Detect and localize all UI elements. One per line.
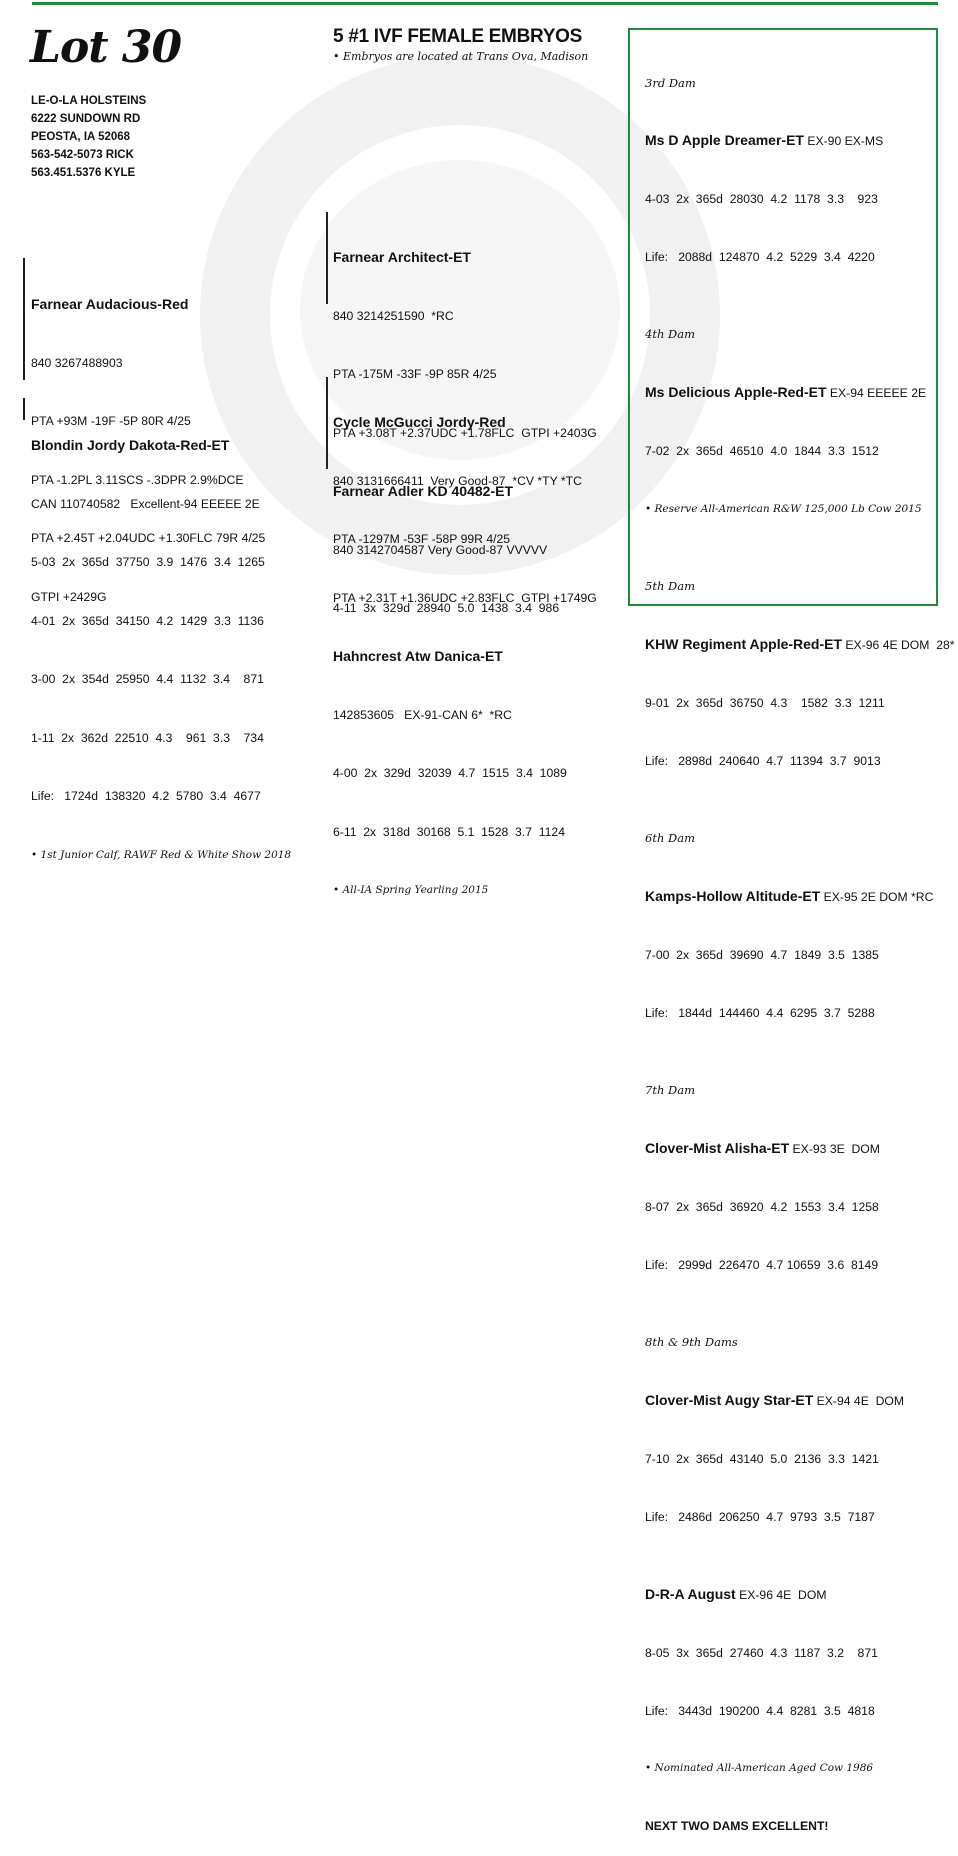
- record-line: 4-03 2x 365d 28030 4.2 1178 3.3 923: [645, 192, 878, 207]
- maternal-granddam-line: 4-00 2x 329d 32039 4.7 1515 3.4 1089: [333, 766, 567, 780]
- consignor-line: 563.451.5376 KYLE: [31, 167, 136, 179]
- ancestor-name: Ms D Apple Dreamer-ET: [645, 132, 804, 149]
- granddam-name: Farnear Adler KD 40482-ET: [333, 483, 513, 499]
- ancestor-classification: EX-95 2E DOM *RC: [820, 890, 934, 905]
- ancestor-name: Kamps-Hollow Altitude-ET: [645, 888, 821, 905]
- consignor-line: 563-542-5073 RICK: [31, 149, 134, 161]
- sire-line: PTA +2.45T +2.04UDC +1.30FLC 79R 4/25: [31, 531, 266, 545]
- grandsire-line: PTA +3.08T +2.37UDC +1.78FLC GTPI +2403G: [333, 425, 597, 440]
- granddam-line: 840 3142704587 Very Good-87 VVVVV: [333, 542, 548, 557]
- sire-line: GTPI +2429G: [31, 589, 107, 604]
- consignor-line: PEOSTA, IA 52068: [31, 131, 131, 143]
- grandsire-line: PTA -175M -33F -9P 85R 4/25: [333, 367, 497, 381]
- top-green-rule: [32, 2, 938, 5]
- record-line: Life: 2898d 240640 4.7 11394 3.7 9013: [645, 753, 881, 768]
- ancestor-classification: EX-94 4E DOM: [813, 1393, 905, 1408]
- record-line: Life: 2486d 206250 4.7 9793 3.5 7187: [645, 1509, 875, 1524]
- record-line: 8-07 2x 365d 36920 4.2 1553 3.4 1258: [645, 1199, 879, 1214]
- lot-heading: 5 #1 IVF FEMALE EMBRYOS: [333, 26, 582, 47]
- consignor-address: [31, 92, 146, 182]
- grandsire-line: 840 3214251590 *RC: [333, 308, 454, 323]
- maternal-grandsire-name: Cycle McGucci Jordy-Red: [333, 414, 506, 430]
- dam-block: [31, 397, 291, 885]
- dam-sire-block: [333, 374, 597, 920]
- record-line: Life: 3443d 190200 4.4 8281 3.5 4818: [645, 1703, 875, 1718]
- record-line: 8-05 3x 365d 27460 4.3 1187 3.2 871: [645, 1645, 878, 1660]
- consignor-line: 6222 SUNDOWN RD: [31, 113, 141, 125]
- record-line: 7-00 2x 365d 39690 4.7 1849 3.5 1385: [645, 947, 879, 962]
- dam-line: 4-01 2x 365d 34150 4.2 1429 3.3 1136: [31, 613, 264, 628]
- record-line: Life: 2999d 226470 4.7 10659 3.6 8149: [645, 1257, 879, 1272]
- consignor-line: LE-O-LA HOLSTEINS: [31, 95, 147, 107]
- ancestor-name: Clover-Mist Augy Star-ET: [645, 1391, 814, 1408]
- ancestor-classification: EX-94 EEEEE 2E: [826, 386, 927, 401]
- maternal-grandsire-line: PTA +2.31T +1.36UDC +2.83FLC GTPI +1749G: [333, 590, 597, 605]
- maternal-grandsire-line: PTA -1297M -53F -58P 99R 4/25: [333, 532, 511, 546]
- generation-label: 5th Dam: [645, 579, 695, 594]
- ancestor-name: D-R-A August: [645, 1585, 736, 1602]
- ancestor-classification: EX-93 3E DOM: [789, 1141, 880, 1156]
- dam-line: 1-11 2x 362d 22510 4.3 961 3.3 734: [31, 730, 264, 745]
- pedigree-bracket: [23, 258, 25, 380]
- ancestor-note: • Reserve All-American R&W 125,000 Lb Cow 2015: [645, 503, 922, 516]
- ancestor-classification: EX-96 4E DOM: [735, 1587, 827, 1602]
- sire-line: 840 3267488903: [31, 355, 123, 370]
- record-line: 7-10 2x 365d 43140 5.0 2136 3.3 1421: [645, 1451, 879, 1466]
- dam-award-note: • 1st Junior Calf, RAWF Red & White Show 2018: [31, 848, 292, 861]
- granddam-line: 4-11 3x 329d 28940 5.0 1438 3.4 986: [333, 601, 560, 615]
- maternal-granddam-name: Hahncrest Atw Danica-ET: [333, 648, 503, 664]
- generation-label: 7th Dam: [645, 1083, 695, 1098]
- record-line: Life: 1844d 144460 4.4 6295 3.7 5288: [645, 1005, 875, 1020]
- dam-line: CAN 110740582 Excellent-94 EEEEE 2E: [31, 496, 260, 511]
- pedigree-bracket: [23, 398, 25, 420]
- dam-line: 3-00 2x 354d 25950 4.4 1132 3.4 871: [31, 672, 264, 686]
- generation-label: 6th Dam: [645, 831, 695, 846]
- maternal-granddam-note: • All-IA Spring Yearling 2015: [333, 884, 489, 896]
- generation-label: 3rd Dam: [645, 75, 696, 90]
- lot-number: Lot 30: [30, 22, 182, 73]
- dam-name: Blondin Jordy Dakota-Red-ET: [31, 437, 230, 453]
- ancestor-classification: EX-96 4E DOM 28*: [842, 638, 955, 653]
- record-line: 7-02 2x 365d 46510 4.0 1844 3.3 1512: [645, 444, 879, 459]
- maternal-granddam-line: 142853605 EX-91-CAN 6* *RC: [333, 707, 512, 722]
- pedigree-bracket: [326, 377, 328, 469]
- ancestor-name: Clover-Mist Alisha-ET: [645, 1139, 790, 1156]
- record-line: Life: 2088d 124870 4.2 5229 3.4 4220: [645, 250, 875, 265]
- generation-label: 4th Dam: [645, 327, 695, 342]
- generation-label: 8th & 9th Dams: [645, 1334, 738, 1349]
- dam-line: Life: 1724d 138320 4.2 5780 3.4 4677: [31, 789, 261, 803]
- final-note: NEXT TWO DAMS EXCELLENT!: [645, 1819, 829, 1834]
- sire-name: Farnear Audacious-Red: [31, 296, 189, 312]
- maternal-line: [645, 35, 955, 1856]
- pedigree-bracket: [326, 212, 328, 304]
- record-line: 9-01 2x 365d 36750 4.3 1582 3.3 1211: [645, 696, 885, 711]
- maternal-grandsire-line: 840 3131666411 Very Good-87 *CV *TY *TC: [333, 473, 582, 488]
- ancestor-name: KHW Regiment Apple-Red-ET: [645, 636, 843, 653]
- sire-line: PTA -1.2PL 3.11SCS -.3DPR 2.9%DCE: [31, 472, 244, 487]
- grandsire-name: Farnear Architect-ET: [333, 249, 471, 265]
- ancestor-name: Ms Delicious Apple-Red-ET: [645, 384, 827, 401]
- ancestor-classification: EX-90 EX-MS: [803, 134, 884, 149]
- lot-subheading: • Embryos are located at Trans Ova, Madison: [333, 50, 589, 63]
- dam-line: 5-03 2x 365d 37750 3.9 1476 3.4 1265: [31, 555, 265, 569]
- ancestor-note: • Nominated All-American Aged Cow 1986: [645, 1762, 874, 1775]
- maternal-granddam-line: 6-11 2x 318d 30168 5.1 1528 3.7 1124: [333, 824, 565, 839]
- sire-line: PTA +93M -19F -5P 80R 4/25: [31, 414, 191, 428]
